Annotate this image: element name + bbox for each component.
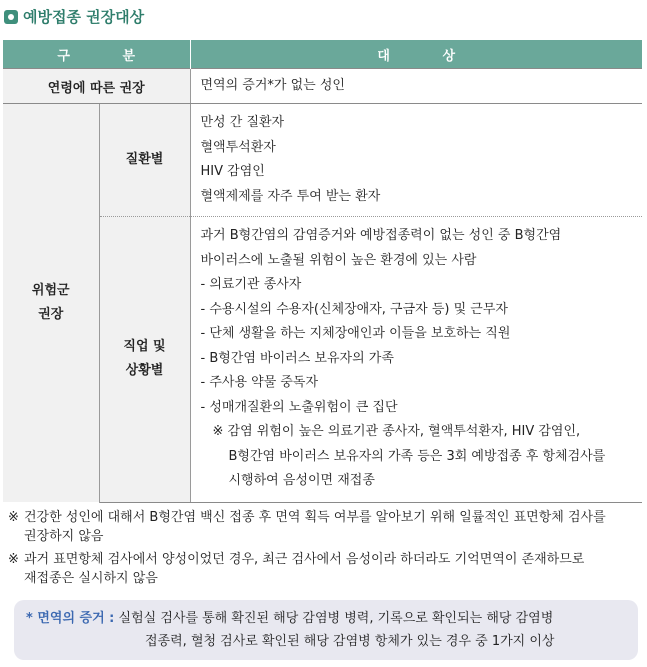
definition-term: * 면역의 증거 :	[26, 611, 115, 626]
occupation-note: B형간염 바이러스 보유자의 가족 등은 3회 예방접종 후 항체검사를	[228, 448, 606, 464]
disease-label: 질환별	[99, 104, 190, 217]
age-row	[3, 69, 642, 104]
table-header-row	[3, 40, 642, 69]
list-item: 혈액투석환자	[200, 139, 276, 155]
list-item: - 단체 생활을 하는 지체장애인과 이들을 보호하는 직원	[200, 326, 511, 341]
occupation-intro: 바이러스에 노출될 위험이 높은 환경에 있는 사람	[200, 252, 477, 268]
bullet-icon	[4, 10, 18, 24]
list-item: HIV 감염인	[200, 164, 265, 179]
definition-box	[14, 600, 638, 660]
occupation-note: ※ 감염 위험이 높은 의료기관 종사자, 혈액투석환자, HIV 감염인,	[212, 424, 581, 439]
occupation-row	[3, 217, 642, 503]
header-category: 구 분	[3, 40, 190, 69]
occupation-intro: 과거 B형간염의 감염증거와 예방접종력이 없는 성인 중 B형간염	[200, 228, 562, 243]
disease-items	[190, 104, 642, 217]
list-item: - 수용시설의 수용자(신체장애자, 구금자 등) 및 근무자	[200, 301, 508, 317]
definition-text: 접종력, 혈청 검사로 확인된 해당 감염병 항체가 있는 경우 중 1가지 이상	[145, 634, 555, 649]
footnote: ※ 과거 표면항체 검사에서 양성이었던 경우, 최근 검사에서 음성이라 하더라도 기억면역이 존재하므로 재접종은 실시하지 않음	[8, 552, 585, 586]
footnote: ※ 건강한 성인에 대해서 B형간염 백신 접종 후 면역 획득 여부를 알아보기 위해 일률적인 표면항체 검사를 권장하지 않음	[8, 510, 606, 544]
disease-row	[3, 104, 642, 217]
section-title	[4, 6, 144, 27]
footnotes	[8, 508, 640, 592]
list-item: - 성매개질환의 노출위험이 큰 집단	[200, 399, 398, 415]
occupation-items	[190, 217, 642, 503]
list-item: - 의료기관 종사자	[200, 277, 302, 292]
age-row-content: 면역의 증거*가 없는 성인	[190, 69, 642, 104]
occupation-label: 직업 및 상황별	[99, 217, 190, 503]
occupation-note: 시행하여 음성이면 재접종	[228, 473, 375, 488]
list-item: - B형간염 바이러스 보유자의 가족	[200, 350, 394, 366]
age-row-label: 연령에 따른 권장	[3, 69, 190, 104]
recommendation-table	[3, 40, 642, 503]
definition-text: 실험실 검사를 통해 확진된 해당 감염병 병력, 기록으로 확인되는 해당 감염병	[118, 611, 554, 626]
list-item: 만성 간 질환자	[200, 115, 285, 130]
header-target: 대 상	[190, 40, 642, 69]
list-item: 혈액제제를 자주 투여 받는 환자	[200, 188, 381, 204]
list-item: - 주사용 약물 중독자	[200, 375, 319, 390]
section-title-text: 예방접종 권장대상	[23, 8, 145, 26]
risk-group-label: 위험군 권장	[3, 104, 99, 503]
